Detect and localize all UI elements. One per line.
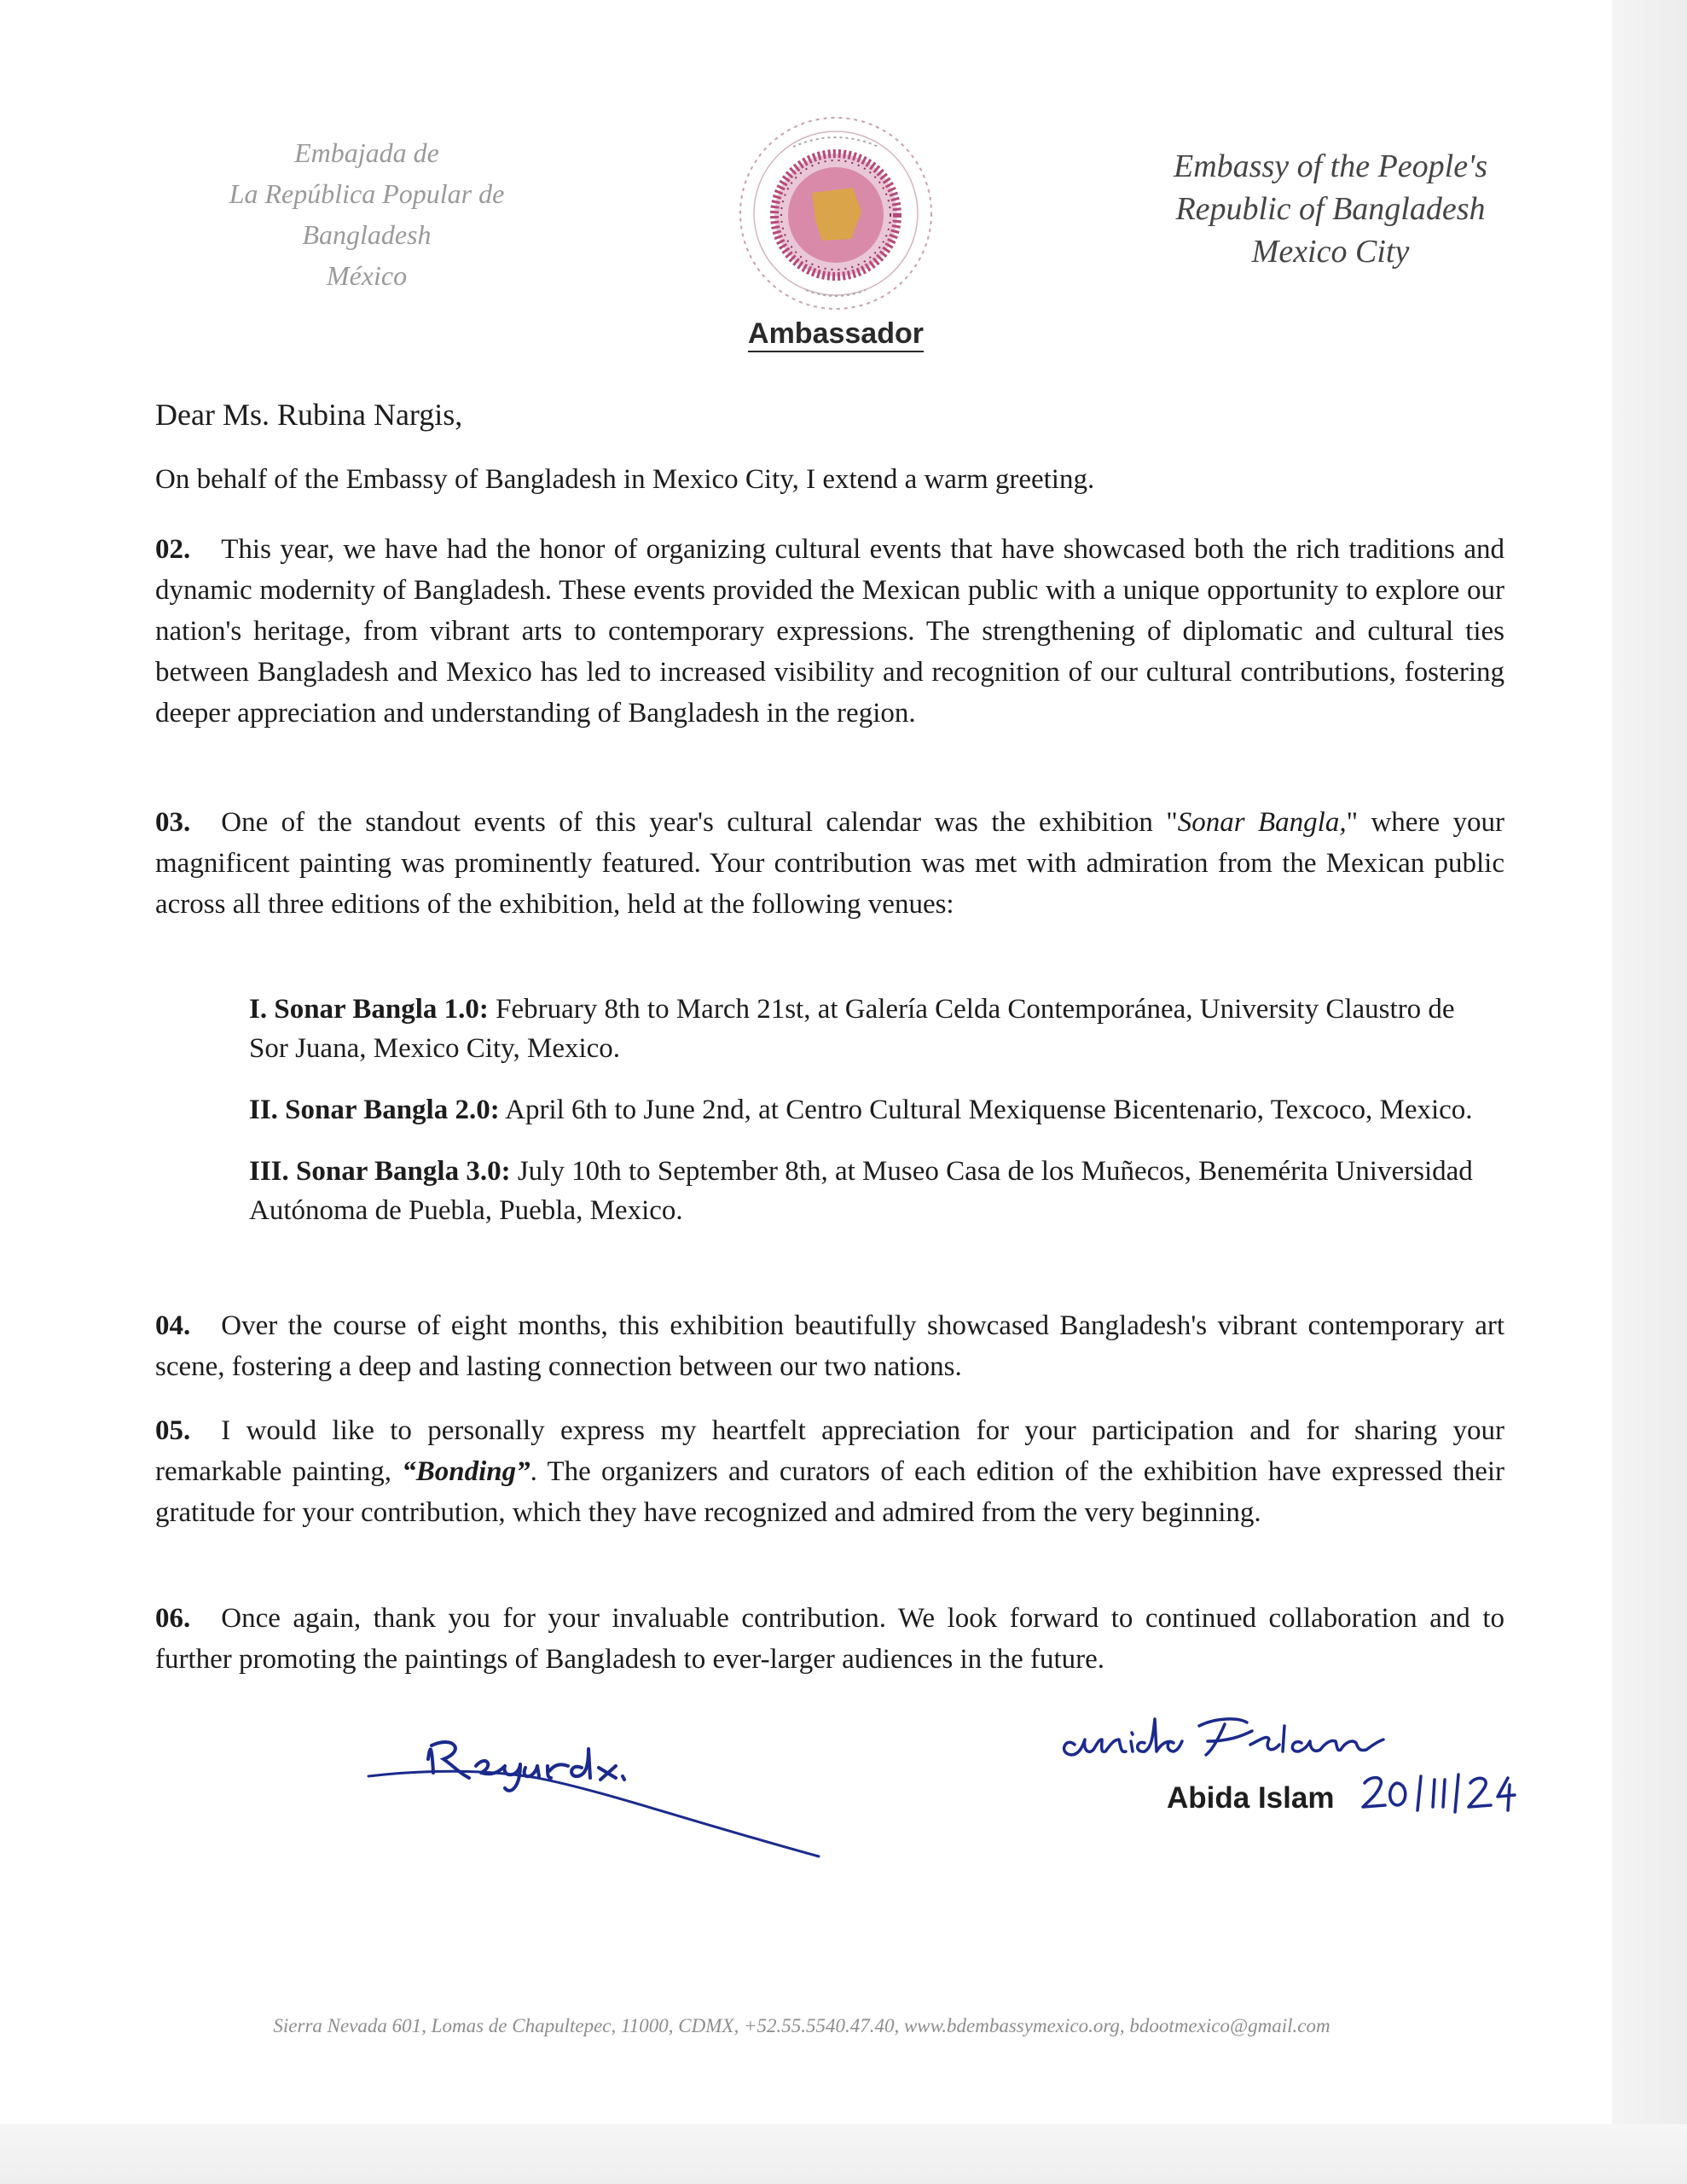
footer-contact: Sierra Nevada 601, Lomas de Chapultepec, 11000, CDMX, +52.55.5540.47.40, www.bdembassymexico.org, bdootmexico@gmail.com bbox=[273, 2015, 1330, 2036]
letter-title-text: Ambassador bbox=[748, 317, 924, 352]
paragraph-text: . The organizers and curators of each edition of the exhibition have expressed their gratitude for your contribution, which they have recognized and admired from the very beginning. bbox=[155, 1456, 1505, 1528]
painting-title: “Bonding” bbox=[402, 1456, 530, 1487]
paragraph-05 bbox=[155, 1410, 1504, 1533]
exhibition-name: Sonar Bangla, bbox=[1177, 807, 1347, 838]
venue-label: II. Sonar Bangla 2.0: bbox=[249, 1095, 500, 1125]
venue-item bbox=[249, 990, 1477, 1068]
letterhead-spanish-line: Embajada de bbox=[294, 137, 439, 168]
letterhead-spanish-line: La República Popular de bbox=[229, 178, 505, 209]
letterhead-spanish-line: México bbox=[326, 260, 408, 291]
venue-details: July 10th to September 8th, at Museo Casa de los Muñecos, Benemérita Universidad Autónoma de Puebla, Puebla, Mexico. bbox=[249, 1156, 1473, 1226]
venue-list bbox=[249, 990, 1477, 1252]
letterhead-spanish bbox=[188, 132, 546, 296]
handwritten-regards bbox=[358, 1706, 836, 1877]
paragraph-06 bbox=[155, 1598, 1504, 1680]
embassy-seal-emblem bbox=[733, 111, 938, 316]
venue-item bbox=[249, 1152, 1477, 1230]
venue-details: April 6th to June 2nd, at Centro Cultural Mexiquense Bicentenario, Texcoco, Mexico. bbox=[499, 1095, 1473, 1125]
paragraph-number: 06. bbox=[155, 1603, 191, 1634]
letterhead-english-line: Mexico City bbox=[1251, 234, 1410, 270]
paragraph-number: 05. bbox=[155, 1415, 191, 1446]
paragraph-text: I would like to personally express my heartfelt appreciation for your participation and for sharing your remarkable painting, bbox=[155, 1415, 1504, 1487]
venue-details: February 8th to March 21st, at Galería Celda Contemporánea, University Claustro de Sor Juana, Mexico City, Mexico. bbox=[249, 994, 1455, 1064]
paragraph-02 bbox=[155, 529, 1504, 734]
paragraph-text: Over the course of eight months, this exhibition beautifully showcased Bangladesh's vibrant contemporary art scene, fostering a deep and lasting connection between our two nations. bbox=[155, 1310, 1504, 1382]
letterhead-spanish-line: Bangladesh bbox=[302, 219, 432, 250]
page-bottom-shadow bbox=[0, 2124, 1687, 2184]
letterhead-english-line: Embassy of the People's bbox=[1174, 148, 1487, 184]
signer-name: Abida Islam bbox=[1167, 1781, 1335, 1815]
paragraph-text: One of the standout events of this year's cultural calendar was the exhibition " bbox=[221, 807, 1178, 838]
paragraph-number: 04. bbox=[155, 1310, 191, 1341]
paragraph-04 bbox=[155, 1305, 1504, 1387]
venue-label: III. Sonar Bangla 3.0: bbox=[249, 1156, 511, 1187]
paragraph-text: " where your magnificent painting was prominently featured. Your contribution was met with admiration from the Mexican public across all three editions of the exhibition, held at the following venues: bbox=[155, 807, 1504, 920]
salutation: Dear Ms. Rubina Nargis, bbox=[155, 398, 463, 432]
intro-paragraph: On behalf of the Embassy of Bangladesh in Mexico City, I extend a warm greeting. bbox=[155, 464, 1095, 495]
handwritten-date bbox=[1356, 1768, 1518, 1819]
letterhead-english bbox=[1134, 145, 1527, 273]
letterhead-english-line: Republic of Bangladesh bbox=[1175, 191, 1486, 227]
paragraph-03 bbox=[155, 802, 1504, 925]
paragraph-text: Once again, thank you for your invaluable contribution. We look forward to continued collaboration and to further promoting the paintings of Bangladesh to ever-larger audiences in the future. bbox=[155, 1603, 1504, 1675]
letter-title bbox=[665, 317, 1006, 351]
paragraph-number: 02. bbox=[155, 534, 191, 565]
paragraph-number: 03. bbox=[155, 807, 191, 838]
paragraph-text: This year, we have had the honor of organizing cultural events that have showcased both the rich traditions and dynamic modernity of Bangladesh. These events provided the Mexican public with a unique opportunity to explore our nation's heritage, from vibrant arts to contemporary expressions. The strengthening of diplomatic and cultural ties between Bangladesh and Mexico has led to increased visibility and recognition of our cultural contributions, fostering deeper appreciation and understanding of Bangladesh in the region. bbox=[155, 534, 1504, 729]
page-edge-shadow bbox=[1612, 0, 1687, 2184]
venue-label: I. Sonar Bangla 1.0: bbox=[249, 994, 489, 1025]
venue-item bbox=[249, 1090, 1477, 1130]
